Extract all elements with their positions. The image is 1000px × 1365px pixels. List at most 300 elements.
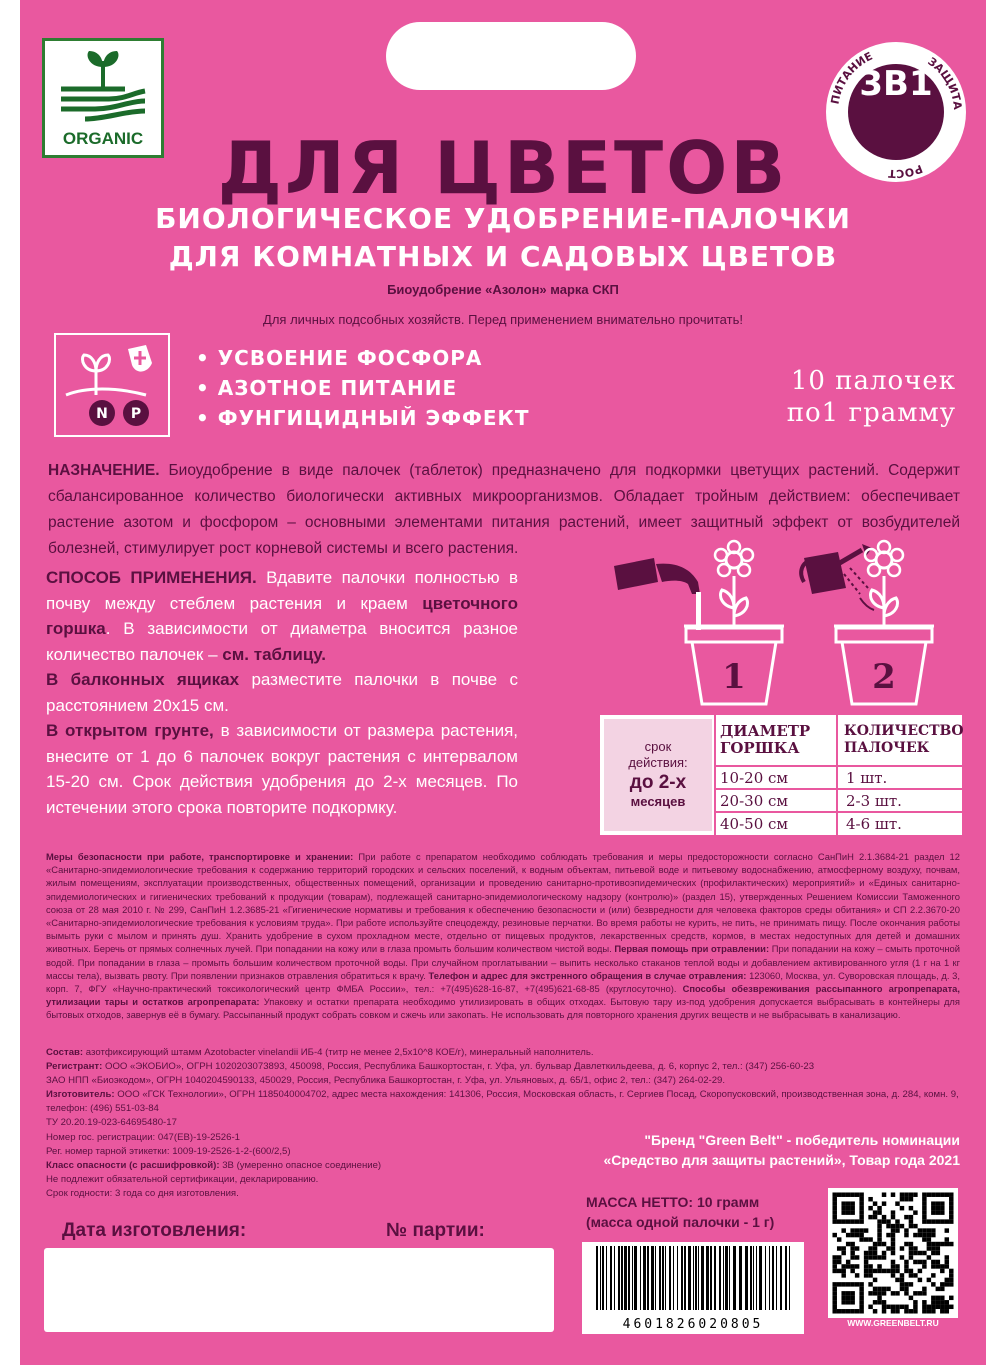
qr-module	[850, 1309, 854, 1313]
barcode-bar	[618, 1246, 620, 1310]
qr-module	[895, 1201, 899, 1205]
qr-module	[927, 1278, 931, 1282]
qr-module	[940, 1282, 944, 1286]
barcode-bar	[789, 1246, 790, 1310]
qr-module	[949, 1215, 953, 1219]
barcode-bar	[693, 1246, 694, 1310]
qr-module	[931, 1282, 935, 1286]
info-line: Номер гос. регистрации: 047(ЕВ)-19-2526-1	[46, 1131, 241, 1143]
qr-module	[832, 1287, 836, 1291]
qr-module	[859, 1206, 863, 1210]
qr-module	[841, 1264, 845, 1268]
method-ground: В открытом грунте,	[46, 721, 214, 740]
qr-module	[940, 1309, 944, 1313]
net-mass-line-2: (масса одной палочки - 1 г)	[586, 1214, 775, 1230]
date-batch-field	[44, 1248, 554, 1332]
qr-module	[868, 1255, 872, 1259]
plant-nutrition-icon	[56, 335, 168, 435]
qr-module	[859, 1210, 863, 1214]
qr-module	[931, 1273, 935, 1277]
barcode-bar	[765, 1246, 766, 1310]
batch-number-label: № партии:	[386, 1220, 485, 1241]
qr-module	[864, 1228, 868, 1232]
qr-module	[904, 1228, 908, 1232]
qr-module	[859, 1282, 863, 1286]
qr-module	[940, 1287, 944, 1291]
pot-icon-2	[834, 626, 934, 704]
qr-module	[904, 1215, 908, 1219]
sprout-field-icon	[55, 47, 151, 123]
barcode-bar	[706, 1246, 709, 1310]
barcode-bar	[662, 1246, 664, 1310]
qr-module	[931, 1228, 935, 1232]
barcode-bar	[647, 1246, 649, 1310]
qr-module	[922, 1201, 926, 1205]
qr-module	[904, 1264, 908, 1268]
qr-module	[841, 1228, 845, 1232]
safety-body: При работе с препаратом необходимо соблюдать требования и меры предосторожности согласно СанПиН 2.1.3684-21 раздел 12 «Санитарно-эпидемиологические требования к содержанию территорий городских и сельских поселений, к водным объектам, питьевой воде и питьевому водоснабжению, атмосферному воздуху, почвам, жилым помещениям, эксплуатации производственных, общественных помещений, организации и проведению санитарно-противоэпидемических (профилактических) мероприятий» и «Единых санитарно-эпидемиологических и гигиенических требований к продукции (товарам), подлежащей санитарно-эпидемиологическому надзору (контролю)» (раздел 15), утвержденных Решением Комиссии Таможенного союза от 28 мая 2010 г. № 299, СанПиН 1.2.3685-21 «Гигиенические нормативы и требования к обеспечению безопасности и (или) безвредности для человека факторов среды обитания» и СП 2.2.3670-20 «Санитарно-эпидемиологические требования к условиям труда». При работе используйте спецодежду, резиновые перчатки. Во время работы не курить, не пить, не принимать пищу. После окончания работы вымыть руки с мылом и принять душ. Хранить удобрение в сухом прохладном месте, отдельно от пищевых продуктов, лекарственных средств, кормов, в местах недоступных для детей и домашних животных. Беречь от прямых солнечных лучей. При попадании на кожу или в глаза промыть большим количеством чистой воды.	[46, 851, 960, 955]
qr-module	[841, 1210, 845, 1214]
qr-module	[891, 1251, 895, 1255]
emergency-body: 123060, Москва, ул. Суворовская площадь, д. 3, корп. 7, ФГУ «Научно-практический токсикологический центр ФМБА России», тел.: +7(495)628-16-87, +7(495)621-68-85 (круглосуточно).	[46, 969, 961, 995]
qr-module	[873, 1201, 877, 1205]
qr-module	[909, 1224, 913, 1228]
qr-module	[913, 1246, 917, 1250]
info-line: Класс опасности (с расшифровкой): 3В (умеренно опасное соединение)	[46, 1159, 382, 1171]
barcode-bar	[610, 1246, 612, 1310]
qr-module	[891, 1309, 895, 1313]
qr-module	[841, 1219, 845, 1223]
qr-module	[882, 1291, 886, 1295]
website-label: WWW.GREENBELT.RU	[847, 1318, 939, 1328]
safety-text	[46, 850, 960, 1022]
qr-module	[927, 1192, 931, 1196]
qr-module	[904, 1282, 908, 1286]
qr-module	[922, 1233, 926, 1237]
qr-module	[873, 1246, 877, 1250]
qr-module	[909, 1197, 913, 1201]
award-line-2: «Средство для защиты растений», Товар года 2021	[603, 1152, 960, 1168]
qr-module	[877, 1237, 881, 1241]
qr-module	[882, 1255, 886, 1259]
badge-ring-2: ЗАЩИТА	[925, 54, 965, 111]
qr-module	[841, 1269, 845, 1273]
qr-module	[864, 1273, 868, 1277]
qr-module	[904, 1242, 908, 1246]
qr-module	[891, 1264, 895, 1268]
qr-module	[913, 1305, 917, 1309]
qr-module	[945, 1260, 949, 1264]
info-line: Не подлежит обязательной сертификации, декларированию.	[46, 1173, 319, 1185]
qr-module	[931, 1264, 935, 1268]
qr-module	[891, 1242, 895, 1246]
qr-module	[922, 1287, 926, 1291]
qr-module	[927, 1255, 931, 1259]
qr-module	[850, 1233, 854, 1237]
qr-module	[877, 1219, 881, 1223]
hand-icon	[614, 558, 700, 594]
barcode-bar	[614, 1246, 615, 1310]
qr-module	[940, 1305, 944, 1309]
qr-module	[837, 1260, 841, 1264]
barcode-bars	[582, 1246, 804, 1320]
qr-module	[940, 1300, 944, 1304]
qr-module	[922, 1210, 926, 1214]
qr-module	[922, 1260, 926, 1264]
qr-module	[891, 1260, 895, 1264]
qr-module	[877, 1206, 881, 1210]
qr-module	[841, 1251, 845, 1255]
qr-module	[832, 1197, 836, 1201]
qr-module	[882, 1215, 886, 1219]
watering-can-icon	[801, 544, 874, 610]
qr-module	[940, 1206, 944, 1210]
qr-module	[891, 1305, 895, 1309]
qr-module	[855, 1219, 859, 1223]
qr-module	[922, 1219, 926, 1223]
method-text-3: разместите палочки в почве с расстоянием 20х15 см.	[46, 670, 518, 715]
barcode-bar	[772, 1246, 774, 1310]
qr-module	[945, 1228, 949, 1232]
qr-module	[945, 1237, 949, 1241]
qr-module	[922, 1309, 926, 1313]
qr-module	[936, 1210, 940, 1214]
qr-module	[927, 1228, 931, 1232]
qr-module	[922, 1215, 926, 1219]
qr-module	[940, 1269, 944, 1273]
qr-module	[850, 1206, 854, 1210]
qr-module	[832, 1291, 836, 1295]
qr-module	[936, 1300, 940, 1304]
duration-value: до 2-х	[629, 772, 687, 793]
barcode-bar	[681, 1246, 683, 1310]
barcode-bar	[632, 1246, 633, 1310]
qr-module	[913, 1309, 917, 1313]
qr-module	[832, 1233, 836, 1237]
qr-module	[900, 1278, 904, 1282]
qr-module	[859, 1228, 863, 1232]
qr-module	[873, 1269, 877, 1273]
barcode-bar	[621, 1246, 623, 1310]
qr-module	[859, 1215, 863, 1219]
qr-module	[904, 1233, 908, 1237]
qr-module	[909, 1309, 913, 1313]
qr-module	[909, 1206, 913, 1210]
qr-module	[846, 1219, 850, 1223]
table-cell: 1 шт.	[846, 769, 888, 787]
qr-module	[841, 1246, 845, 1250]
qr-module	[832, 1210, 836, 1214]
qr-module	[873, 1287, 877, 1291]
step-number-1: 1	[722, 657, 746, 697]
barcode-bar	[634, 1246, 637, 1310]
info-line: ЗАО НПП «Биоэкодом», ОГРН 1040204590133, 450029, Россия, Республика Башкортостан, г. Уфа, ул. Ульяновых, д. 65/1, офис 2, тел.: (347) 264-02-29.	[46, 1075, 726, 1087]
qr-module	[891, 1228, 895, 1232]
qr-module	[922, 1291, 926, 1295]
stick-icon	[696, 592, 701, 630]
qr-module	[855, 1233, 859, 1237]
qr-module	[850, 1210, 854, 1214]
qr-module	[859, 1192, 863, 1196]
qr-module	[918, 1260, 922, 1264]
qr-module	[864, 1260, 868, 1264]
duration-word-1: срок	[644, 739, 672, 754]
qr-module	[949, 1296, 953, 1300]
qr-module	[837, 1192, 841, 1196]
qr-module	[945, 1305, 949, 1309]
qr-module	[909, 1251, 913, 1255]
qr-module	[900, 1192, 904, 1196]
qr-module	[859, 1300, 863, 1304]
composition-block	[46, 1046, 960, 1201]
qr-module	[949, 1269, 953, 1273]
qr-module	[882, 1300, 886, 1304]
qr-module	[850, 1282, 854, 1286]
qr-module	[936, 1251, 940, 1255]
qr-module	[949, 1197, 953, 1201]
award-note	[550, 1130, 960, 1170]
method-balcony: В балконных ящиках	[46, 670, 240, 689]
qr-module	[846, 1242, 850, 1246]
qr-module	[859, 1291, 863, 1295]
qr-module	[850, 1192, 854, 1196]
qr-module	[909, 1282, 913, 1286]
qr-module	[832, 1296, 836, 1300]
info-line: Срок годности: 3 года со дня изготовления.	[46, 1187, 239, 1199]
qr-module	[949, 1210, 953, 1214]
qr-module	[900, 1287, 904, 1291]
barcode	[582, 1242, 804, 1334]
qr-module	[850, 1246, 854, 1250]
qr-module	[837, 1246, 841, 1250]
qr-module	[841, 1296, 845, 1300]
qr-module	[877, 1224, 881, 1228]
qr-module	[873, 1215, 877, 1219]
qr-module	[850, 1251, 854, 1255]
qr-module	[859, 1309, 863, 1313]
qr-module	[945, 1255, 949, 1259]
barcode-bar	[684, 1246, 686, 1310]
barcode-digits: 4601826020805	[622, 1317, 764, 1332]
qr-module	[891, 1237, 895, 1241]
qr-module	[931, 1219, 935, 1223]
qr-module	[855, 1255, 859, 1259]
barcode-bar	[695, 1246, 697, 1310]
net-mass	[586, 1192, 774, 1232]
qr-module	[868, 1246, 872, 1250]
qr-module	[877, 1291, 881, 1295]
qr-module	[841, 1291, 845, 1295]
qr-module	[850, 1219, 854, 1223]
qr-module	[846, 1300, 850, 1304]
qr-module	[945, 1300, 949, 1304]
method-text-1: Вдавите палочки полностью в почву между стеблем растения и краем	[46, 568, 518, 613]
feature-icon-box	[54, 333, 170, 437]
qr-module	[877, 1287, 881, 1291]
qr-module	[945, 1192, 949, 1196]
qr-module	[949, 1219, 953, 1223]
hang-hole	[386, 22, 636, 90]
qr-module	[900, 1224, 904, 1228]
qr-module	[927, 1309, 931, 1313]
qr-module	[877, 1264, 881, 1268]
qr-module	[922, 1237, 926, 1241]
qr-module	[873, 1251, 877, 1255]
qr-module	[868, 1282, 872, 1286]
qr-module	[864, 1255, 868, 1259]
qr-module	[936, 1206, 940, 1210]
qr-module	[837, 1237, 841, 1241]
qr-module	[922, 1228, 926, 1232]
qr-module	[895, 1291, 899, 1295]
method-pot: цветочного горшка	[46, 593, 518, 638]
qr-module	[868, 1269, 872, 1273]
qr-module	[913, 1192, 917, 1196]
qr-module	[868, 1251, 872, 1255]
qr-module	[931, 1260, 935, 1264]
qr-module	[846, 1201, 850, 1205]
qr-module	[837, 1282, 841, 1286]
qr-module	[931, 1242, 935, 1246]
qr-module	[855, 1246, 859, 1250]
qr-module	[936, 1192, 940, 1196]
qr-module	[904, 1287, 908, 1291]
qr-module	[846, 1264, 850, 1268]
qr-module	[832, 1300, 836, 1304]
qr-module	[895, 1219, 899, 1223]
qr-module	[913, 1233, 917, 1237]
qr-code-pattern	[828, 1188, 958, 1318]
qr-module	[936, 1246, 940, 1250]
qr-module	[891, 1224, 895, 1228]
first-aid-body: При попадании на кожу – смыть проточной водой. При попадании в глаза – промыть большим количеством проточной воды. При случайном проглатывании – выпить несколько стаканов теплой воды и добавлением активированного угля (1 г на 1 кг массы тела), вызвать рвоту. При появлении признаков отравления обратиться к врачу.	[46, 943, 960, 981]
qr-module	[846, 1291, 850, 1295]
qr-module	[909, 1255, 913, 1259]
qr-module	[904, 1260, 908, 1264]
qr-module	[846, 1233, 850, 1237]
qr-module	[855, 1282, 859, 1286]
qr-module	[859, 1287, 863, 1291]
qr-module	[913, 1251, 917, 1255]
qr-module	[918, 1233, 922, 1237]
qr-module	[859, 1305, 863, 1309]
qr-module	[859, 1233, 863, 1237]
qr-module	[846, 1206, 850, 1210]
barcode-bar	[750, 1246, 752, 1310]
barcode-bar	[628, 1246, 630, 1310]
emergency-label: Телефон и адрес для экстренного обращения в случае отравления:	[428, 969, 747, 981]
qr-module	[931, 1300, 935, 1304]
qr-module	[945, 1264, 949, 1268]
barcode-bar	[776, 1246, 777, 1310]
qr-module	[913, 1210, 917, 1214]
qr-module	[931, 1233, 935, 1237]
duration-unit: месяцев	[630, 794, 686, 809]
barcode-bar	[733, 1246, 736, 1310]
qr-module	[868, 1291, 872, 1295]
qr-module	[864, 1237, 868, 1241]
qr-module	[873, 1300, 877, 1304]
barcode-bar	[688, 1246, 691, 1310]
method-text-2: . В зависимости от диаметра вносится разное количество палочек –	[46, 619, 518, 664]
qr-module	[949, 1305, 953, 1309]
barcode-bar	[677, 1246, 678, 1310]
qr-module	[895, 1264, 899, 1268]
qr-module	[841, 1206, 845, 1210]
qr-module	[913, 1273, 917, 1277]
qr-module	[909, 1215, 913, 1219]
info-line: Изготовитель: ООО «ГСК Технологии», ОГРН 1185040004702, адрес места нахождения: 141306, Россия, Московская область, г. Сергиев Посад, Скоропусковский, производственная зона, д. 284, комн. 9, телефон: (496) 551-03-84	[46, 1089, 959, 1115]
barcode-bar	[602, 1246, 604, 1310]
barcode-bar	[600, 1246, 601, 1310]
qr-module	[927, 1219, 931, 1223]
barcode-bar	[640, 1246, 641, 1310]
qr-module	[864, 1269, 868, 1273]
barcode-bar	[745, 1246, 748, 1310]
qr-module	[913, 1260, 917, 1264]
qr-module	[922, 1206, 926, 1210]
qr-module	[918, 1228, 922, 1232]
qr-module	[846, 1282, 850, 1286]
qr-module	[940, 1219, 944, 1223]
manufacture-date-label: Дата изготовления:	[62, 1220, 247, 1241]
qr-module	[855, 1228, 859, 1232]
qr-module	[850, 1296, 854, 1300]
qr-module	[922, 1305, 926, 1309]
qr-module	[846, 1192, 850, 1196]
qr-module	[850, 1228, 854, 1232]
qr-module	[850, 1255, 854, 1259]
qr-module	[832, 1206, 836, 1210]
barcode-bar	[753, 1246, 754, 1310]
qr-module	[832, 1309, 836, 1313]
qr-module	[832, 1192, 836, 1196]
qr-module	[940, 1264, 944, 1268]
qr-module	[882, 1305, 886, 1309]
disposal-body: Упаковку и остатки препарата необходимо утилизировать в общих отходах. Бытовую тару из-под удобрения допускается выбрасывать в контейнеры для бытовых отходов, завернув её в бумагу. Рассыпанный продукт собрать совком и сжечь или закопать. Не использовать для повторного хранения других веществ и не выбрасывать в канализацию.	[46, 996, 960, 1021]
qr-module	[868, 1206, 872, 1210]
qr-module	[900, 1255, 904, 1259]
qr-module	[850, 1201, 854, 1205]
qr-module	[936, 1305, 940, 1309]
qr-module	[859, 1201, 863, 1205]
table-cell: 40-50 см	[720, 815, 789, 833]
barcode-bar	[673, 1246, 674, 1310]
qr-module	[909, 1219, 913, 1223]
qr-module	[850, 1291, 854, 1295]
qr-module	[868, 1273, 872, 1277]
info-line: Регистрант: ООО «ЭКОБИО», ОГРН 1020203073893, 450098, Россия, Республика Башкортостан, г. Уфа, ул. бульвар Давлеткильдеева, д. 6, корпус 2, тел.: (347) 256-60-23	[46, 1061, 815, 1073]
qr-module	[891, 1210, 895, 1214]
barcode-bar	[769, 1246, 770, 1310]
qr-module	[877, 1242, 881, 1246]
qr-module	[949, 1282, 953, 1286]
qr-module	[904, 1197, 908, 1201]
qr-module	[913, 1224, 917, 1228]
qr-module	[936, 1219, 940, 1223]
info-line: Состав: азотфиксирующий штамм Azotobacter vinelandii ИБ-4 (титр не менее 2,5х10^8 КОЕ/г), минеральный наполнитель.	[46, 1047, 594, 1058]
qr-module	[882, 1269, 886, 1273]
qr-module	[837, 1219, 841, 1223]
qr-module	[832, 1255, 836, 1259]
qr-module	[832, 1264, 836, 1268]
method-paragraph	[46, 565, 518, 820]
subtitle-line-2: ДЛЯ КОМНАТНЫХ И САДОВЫХ ЦВЕТОВ	[168, 240, 838, 273]
qr-module	[949, 1192, 953, 1196]
qr-module	[886, 1287, 890, 1291]
qr-module	[841, 1300, 845, 1304]
qr-module	[832, 1219, 836, 1223]
